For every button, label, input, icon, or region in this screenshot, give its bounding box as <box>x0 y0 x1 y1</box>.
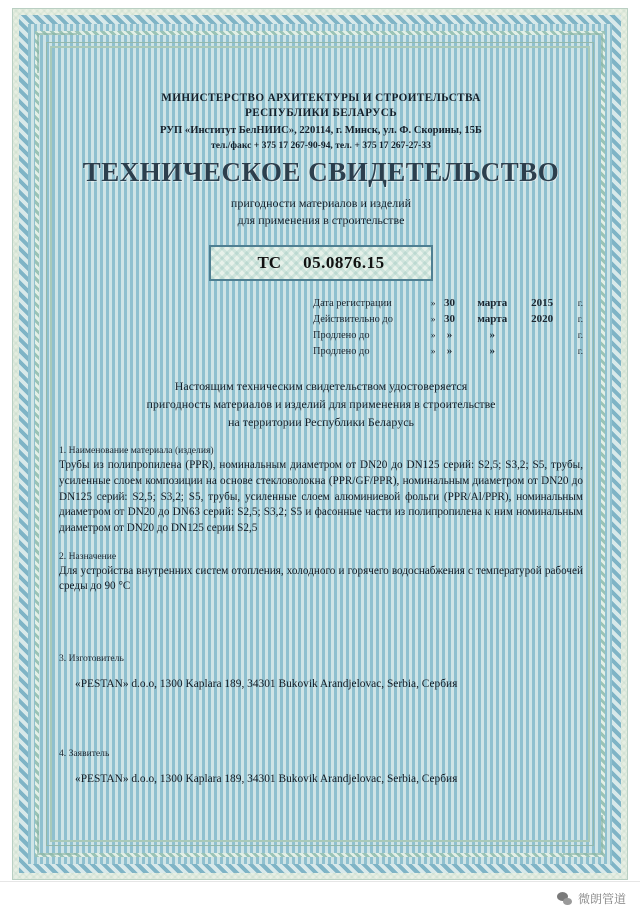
date-month-registration: марта <box>477 297 508 310</box>
date-day-registration: 30 <box>443 297 455 310</box>
date-sep-extended-1: » <box>430 331 436 342</box>
table-row <box>313 343 583 359</box>
institute-phone: тел./факс + 375 17 267-90-94, тел. + 375 17 267-27-33 <box>211 139 431 151</box>
attestation-line-1: Настоящим техническим свидетельством удостоверяется <box>174 379 468 394</box>
date-label-valid-until: Действительно до <box>313 314 393 326</box>
registration-dates <box>313 295 583 359</box>
date-suffix-valid-until: г. <box>577 315 583 326</box>
table-row <box>313 327 583 343</box>
date-year-extended-1 <box>521 327 563 343</box>
section-4-heading: 4. Заявитель <box>59 748 110 759</box>
attestation-line-2: пригодность материалов и изделий для применения в строительстве <box>146 397 496 412</box>
section-1-body: Трубы из полипропилена (PPR), номинальным диаметром от DN20 до DN125 серий: S2,5; S3,2; S5, трубы, усиленные слоем композиции на основе стекловолокна (PPR/GF/PPR), номинальным диаметром от DN20 до DN125 серий: S2,5; S3,2; S5, трубы, усиленные слоем алюминиевой фольги (PPR/Al/PPR), номинальным диаметром от DN20 до DN63 серий: S2,5; S3,2; S5 и фасонные части из полипропилена к ним номинальным диаметром от DN20 до DN125 серии S2,5 <box>59 459 583 534</box>
date-year-valid-until: 2020 <box>531 313 554 326</box>
date-year-registration: 2015 <box>531 297 554 310</box>
date-suffix-registration: г. <box>577 299 583 310</box>
manufacturer-value: «PESTAN» d.o.o, 1300 Kaplara 189, 34301 Bukovik Arandjelovac, Serbia, Сербия <box>75 678 458 690</box>
certificate-number-prefix: ТС <box>257 253 282 273</box>
certificate-content <box>59 57 583 847</box>
certificate-number-value: 05.0876.15 <box>303 253 385 273</box>
date-suffix-extended-1: г. <box>577 331 583 342</box>
section-2-heading: 2. Назначение <box>59 550 117 562</box>
subtitle-line-2: для применения в строительстве <box>237 212 405 227</box>
date-year-extended-2 <box>521 343 563 359</box>
date-suffix-extended-2: г. <box>577 347 583 358</box>
date-month-extended-2: » <box>489 345 496 358</box>
table-row <box>313 295 583 311</box>
date-label-extended-2: Продлено до <box>313 346 370 358</box>
date-sep-registration: » <box>430 299 436 310</box>
section-1-heading: 1. Наименование материала (изделия) <box>59 445 214 457</box>
wechat-icon <box>557 892 572 905</box>
institute-address: РУП «Институт БелНИИС», 220114, г. Минск, ул. Ф. Скорины, 15Б <box>160 125 482 137</box>
document-subtitle <box>59 195 583 230</box>
ministry-line-1: МИНИСТЕРСТВО АРХИТЕКТУРЫ И СТРОИТЕЛЬСТВА <box>161 92 481 104</box>
date-day-extended-2: » <box>446 345 453 358</box>
date-month-extended-1: » <box>489 329 496 342</box>
section-3-heading: 3. Изготовитель <box>59 653 124 664</box>
document-title: ТЕХНИЧЕСКОЕ СВИДЕТЕЛЬСТВО <box>82 156 560 187</box>
wechat-account-name: 微朗管道 <box>577 892 626 906</box>
date-label-extended-1: Продлено до <box>313 330 370 342</box>
attestation-line-3: на территории Республики Беларусь <box>227 415 415 430</box>
certificate-sheet <box>12 8 628 880</box>
subtitle-line-1: пригодности материалов и изделий <box>230 195 412 210</box>
date-sep-valid-until: » <box>430 315 436 326</box>
wechat-footer <box>0 881 640 915</box>
date-month-valid-until: марта <box>477 313 508 326</box>
ministry-line-2: РЕСПУБЛИКИ БЕЛАРУСЬ <box>244 107 398 120</box>
date-sep-extended-2: » <box>430 347 436 358</box>
section-2-body: Для устройства внутренних систем отопления, холодного и горячего водоснабжения с температурой рабочей среды до 90 °С <box>59 564 583 593</box>
dates-table <box>313 295 583 359</box>
date-day-valid-until: 30 <box>443 313 455 326</box>
applicant-value: «PESTAN» d.o.o, 1300 Kaplara 189, 34301 Bukovik Arandjelovac, Serbia, Сербия <box>75 773 458 785</box>
ministry-heading <box>59 91 583 121</box>
attestation-paragraph <box>59 377 583 431</box>
certificate-number-box <box>209 245 433 281</box>
table-row <box>313 311 583 327</box>
date-day-extended-1: » <box>446 329 453 342</box>
wechat-icon-bubble-small <box>563 898 572 906</box>
date-label-registration: Дата регистрации <box>313 298 392 310</box>
